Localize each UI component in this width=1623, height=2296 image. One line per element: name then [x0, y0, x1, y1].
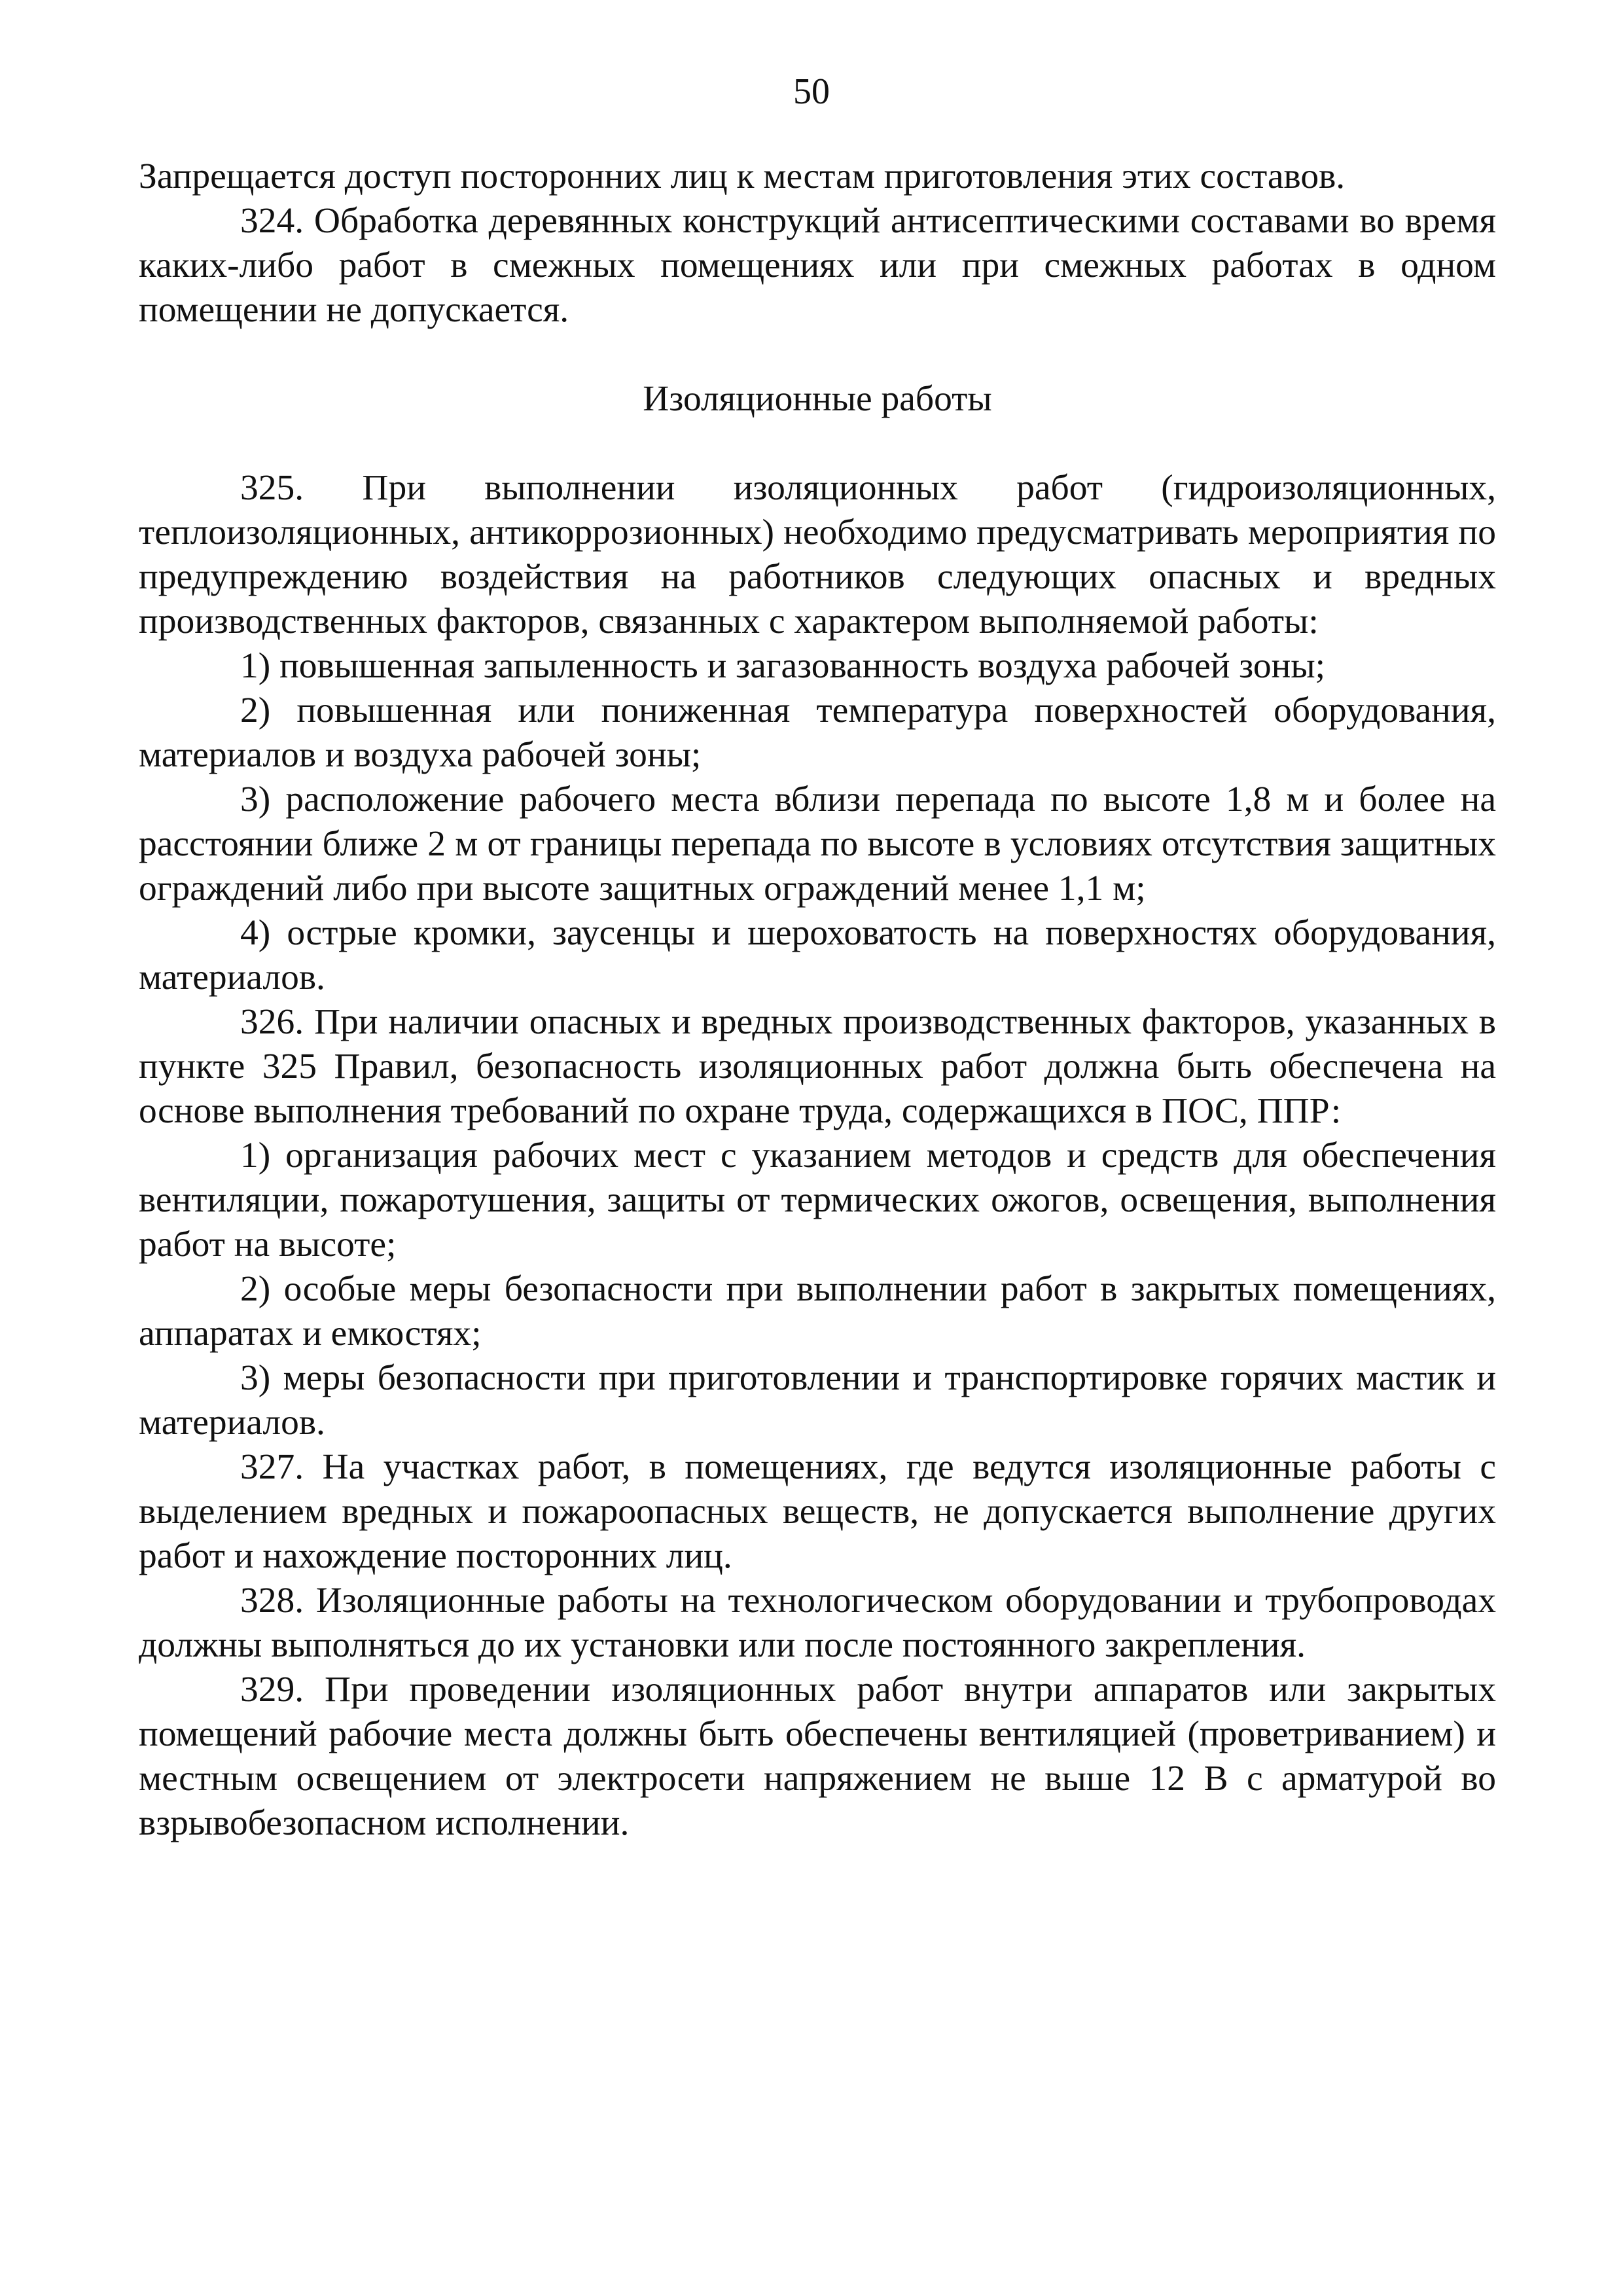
paragraph-324: 324. Обработка деревянных конструкций антисептическими составами во время каких-либо работ в смежных помещениях или при смежных работах в одном помещении не допускается. — [139, 201, 1496, 330]
paragraph-327: 327. На участках работ, в помещениях, где ведутся изоляционные работы с выделением вредных и пожароопасных веществ, не допускается выполнение других работ и нахождение посторонних лиц. — [139, 1447, 1496, 1576]
list-item-326-1: 1) организация рабочих мест с указанием методов и средств для обеспечения вентиляции, пожаротушения, защиты от термических ожогов, освещения, выполнения работ на высоте; — [139, 1136, 1496, 1265]
section-heading: Изоляционные работы — [643, 379, 992, 419]
list-item-326-2: 2) особые меры безопасности при выполнении работ в закрытых помещениях, аппаратах и емкостях; — [139, 1269, 1496, 1354]
list-item-325-2: 2) повышенная или пониженная температура поверхностей оборудования, материалов и воздуха рабочей зоны; — [139, 691, 1496, 775]
paragraph-326: 326. При наличии опасных и вредных производственных факторов, указанных в пункте 325 Правил, безопасность изоляционных работ должна быть обеспечена на основе выполнения требований по охране труда, содержащихся в ПОС, ППР: — [139, 1002, 1496, 1131]
document-body — [139, 154, 1496, 1846]
paragraph-328: 328. Изоляционные работы на технологическом оборудовании и трубопроводах должны выполняться до их установки или после постоянного закрепления. — [139, 1581, 1496, 1665]
paragraph-continuation: Запрещается доступ посторонних лиц к местам приготовления этих составов. — [139, 156, 1346, 196]
list-item-325-3: 3) расположение рабочего места вблизи перепада по высоте 1,8 м и более на расстоянии ближе 2 м от границы перепада по высоте в условиях отсутствия защитных ограждений либо при высоте защитных ограждений менее 1,1 м; — [139, 780, 1496, 908]
page-number: 50 — [793, 71, 830, 112]
list-item-326-3: 3) меры безопасности при приготовлении и транспортировке горячих мастик и материалов. — [139, 1358, 1496, 1443]
list-item-325-1: 1) повышенная запыленность и загазованность воздуха рабочей зоны; — [240, 646, 1326, 686]
list-item-325-4: 4) острые кромки, заусенцы и шероховатость на поверхностях оборудования, материалов. — [139, 913, 1496, 997]
paragraph-329: 329. При проведении изоляционных работ внутри аппаратов или закрытых помещений рабочие места должны быть обеспечены вентиляцией (проветриванием) и местным освещением от электросети напряжением не выше 12 В с арматурой во взрывобезопасном исполнении. — [139, 1670, 1496, 1843]
paragraph-325: 325. При выполнении изоляционных работ (гидроизоляционных, теплоизоляционных, антикоррозионных) необходимо предусматривать мероприятия по предупреждению воздействия на работников следующих опасных и вредных производственных факторов, связанных с характером выполняемой работы: — [139, 468, 1496, 641]
